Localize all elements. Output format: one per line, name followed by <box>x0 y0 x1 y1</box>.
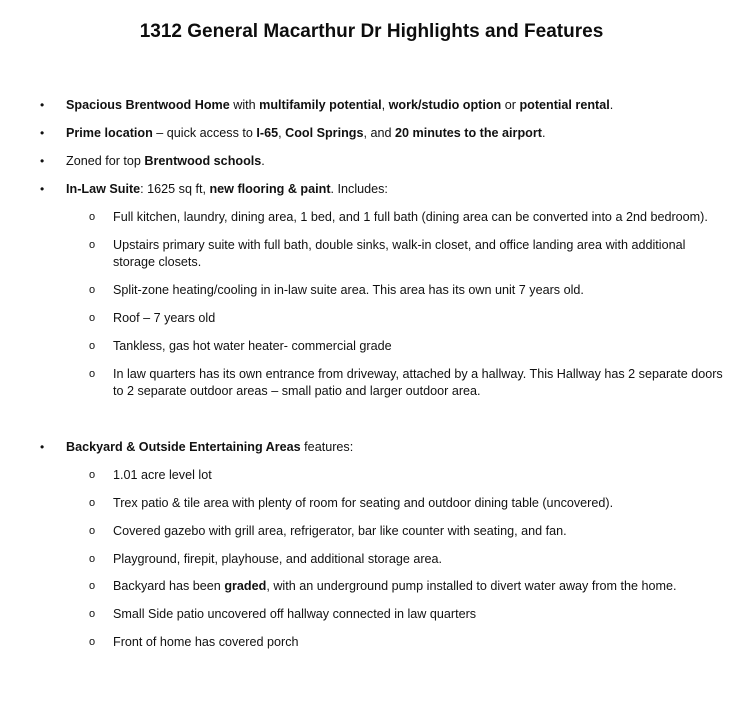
text-segment: with <box>229 98 260 112</box>
text-segment: : 1625 sq ft, <box>140 182 210 196</box>
sub-list-item-text: Tankless, gas hot water heater- commercial grade <box>113 339 392 353</box>
bullet-icon: • <box>40 440 45 454</box>
text-segment: . <box>541 126 546 140</box>
text-segment: , and <box>363 126 395 140</box>
circle-bullet-icon: o <box>89 211 96 223</box>
bullet-icon: • <box>40 154 45 168</box>
sub-list-item-text: Full kitchen, laundry, dining area, 1 bed, and 1 full bath (dining area can be converted into a 2nd bedroom). <box>113 210 708 224</box>
bullet-icon: • <box>40 98 45 112</box>
sub-list-item-text <box>113 551 723 568</box>
circle-bullet-icon: o <box>89 608 96 620</box>
sub-list-item-text <box>113 495 723 512</box>
sub-list-item-text: In law quarters has its own entrance from driveway, attached by a hallway. This Hallway has 2 separate doors to 2 separate outdoor areas – small patio and larger outdoor area. <box>113 367 723 398</box>
text-segment: Playground, firepit, playhouse, and additional storage area. <box>113 552 443 566</box>
bold-text-segment: work/studio option <box>388 98 502 112</box>
list-item-text <box>66 97 723 114</box>
list-item-text <box>66 181 723 198</box>
sub-list-item-text <box>113 467 723 484</box>
text-segment: Backyard has been <box>113 579 225 593</box>
bold-text-segment: 20 minutes to the airport <box>394 126 542 140</box>
text-segment: , <box>381 98 389 112</box>
bullet-icon: • <box>40 182 45 196</box>
bold-text-segment: potential rental <box>519 98 610 112</box>
bold-text-segment: multifamily potential <box>259 98 382 112</box>
bullet-icon: • <box>40 126 45 140</box>
circle-bullet-icon: o <box>89 525 96 537</box>
text-segment: features: <box>300 440 354 454</box>
circle-bullet-icon: o <box>89 340 96 352</box>
circle-bullet-icon: o <box>89 580 96 592</box>
circle-bullet-icon: o <box>89 636 96 648</box>
sub-list-item-text: Roof – 7 years old <box>113 311 216 325</box>
text-segment: or <box>501 98 520 112</box>
bold-text-segment: graded <box>224 579 267 593</box>
sub-list-item-text <box>113 606 723 623</box>
bold-text-segment: In-Law Suite <box>66 182 141 196</box>
text-segment: Trex patio & tile area with plenty of room for seating and outdoor dining table (uncovered). <box>113 496 614 510</box>
circle-bullet-icon: o <box>89 469 96 481</box>
page-title: 1312 General Macarthur Dr Highlights and Features <box>139 21 604 42</box>
circle-bullet-icon: o <box>89 368 96 380</box>
circle-bullet-icon: o <box>89 312 96 324</box>
text-segment: 1.01 acre level lot <box>113 468 212 482</box>
circle-bullet-icon: o <box>89 239 96 251</box>
bold-text-segment: I-65 <box>256 126 279 140</box>
list-item-text <box>66 125 723 142</box>
bold-text-segment: Backyard & Outside Entertaining Areas <box>66 440 301 454</box>
text-segment: Covered gazebo with grill area, refrigerator, bar like counter with seating, and fan. <box>113 524 567 538</box>
bold-text-segment: Prime location <box>66 126 153 140</box>
circle-bullet-icon: o <box>89 553 96 565</box>
list-item-text <box>66 439 723 456</box>
bold-text-segment: Spacious Brentwood Home <box>66 98 230 112</box>
text-segment: . Includes: <box>330 182 388 196</box>
sub-list-item-text: Upstairs primary suite with full bath, double sinks, walk-in closet, and office landing area with additional storage closets. <box>113 238 686 269</box>
bold-text-segment: Brentwood schools <box>144 154 262 168</box>
sub-list-item-text <box>113 634 723 651</box>
list-item-text <box>66 153 723 170</box>
circle-bullet-icon: o <box>89 284 96 296</box>
text-segment: . <box>609 98 614 112</box>
sub-list-item-text <box>113 578 723 595</box>
text-segment: Zoned for top <box>66 154 145 168</box>
text-segment: , with an underground pump installed to divert water away from the home. <box>266 579 677 593</box>
text-segment: – quick access to <box>152 126 257 140</box>
bold-text-segment: new flooring & paint <box>209 182 331 196</box>
text-segment: . <box>261 154 265 168</box>
text-segment: Front of home has covered porch <box>113 635 299 649</box>
bold-text-segment: Cool Springs <box>285 126 364 140</box>
text-segment: Small Side patio uncovered off hallway connected in law quarters <box>113 607 477 621</box>
sub-list-item-text: Split-zone heating/cooling in in-law suite area. This area has its own unit 7 years old. <box>113 283 584 297</box>
circle-bullet-icon: o <box>89 497 96 509</box>
sub-list-item-text <box>113 523 723 540</box>
text-segment: , <box>278 126 286 140</box>
